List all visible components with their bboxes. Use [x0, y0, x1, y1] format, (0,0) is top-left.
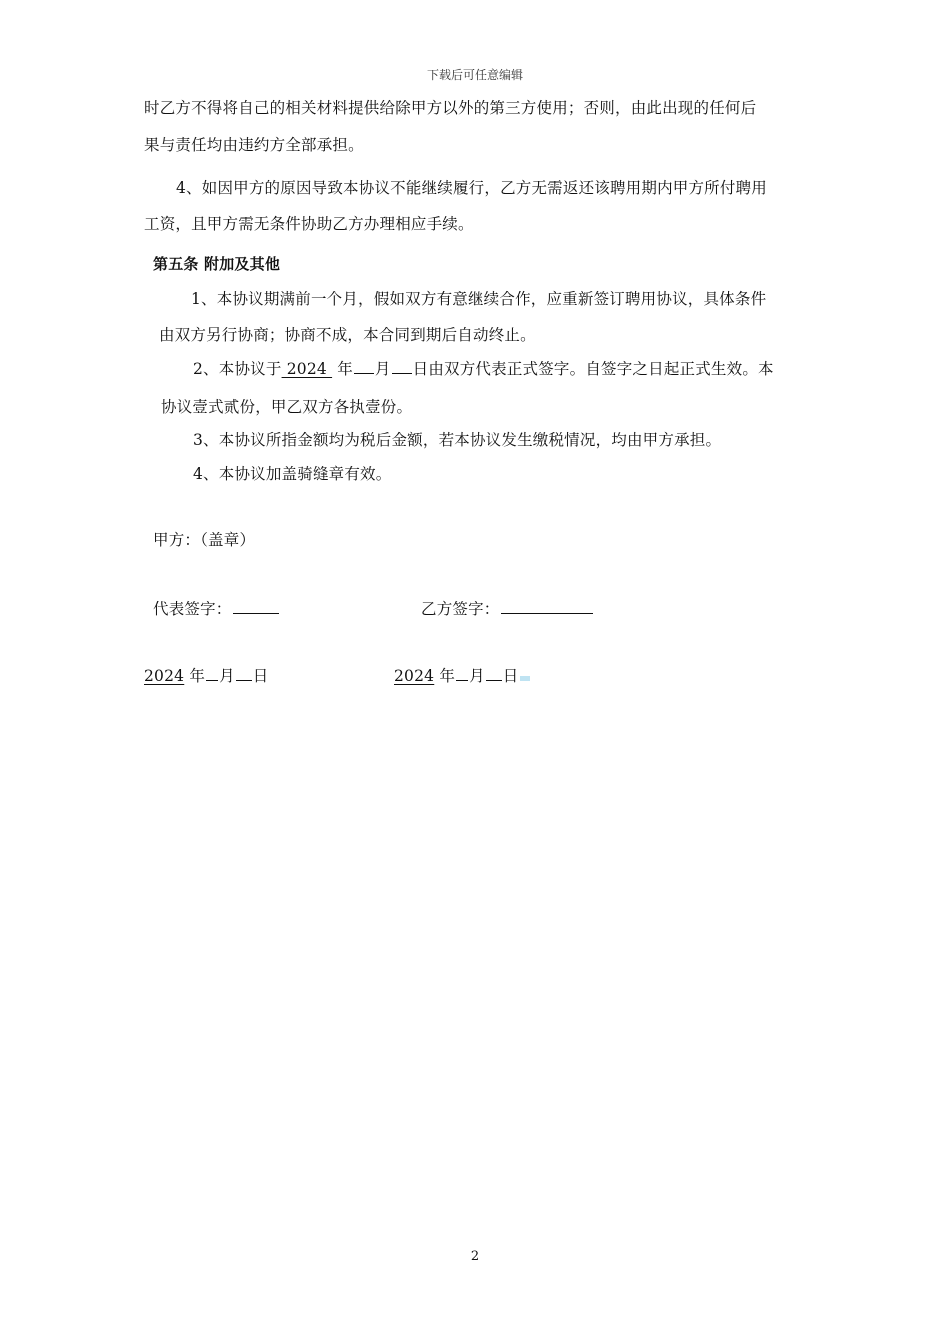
section-item-line: 由双方另行协商；协商不成，本合同到期后自动终止。	[159, 326, 536, 344]
paragraph-line: 时乙方不得将自己的相关材料提供给除甲方以外的第三方使用；否则，由此出现的任何后	[144, 99, 757, 117]
page-header: 下载后可任意编辑	[426, 68, 523, 82]
page-number: 2	[470, 1249, 480, 1264]
date-right-year: 2024	[394, 667, 435, 685]
day-unit: 日	[252, 667, 269, 685]
day-blank	[392, 372, 412, 374]
section-item-line: 3、本协议所指金额均为税后金额，若本协议发生缴税情况，均由甲方承担。	[193, 431, 722, 449]
day-blank	[486, 679, 502, 681]
month-unit: 月	[219, 667, 235, 685]
month-blank	[456, 679, 468, 681]
rep-sign-label: 代表签字：	[153, 600, 232, 618]
year-unit: 年	[189, 667, 206, 685]
rep-signature-field	[153, 597, 280, 619]
item2-year-unit: 年	[337, 360, 353, 378]
section-item-line: 4、本协议加盖骑缝章有效。	[193, 465, 392, 483]
date-right	[394, 664, 530, 686]
year-unit: 年	[439, 667, 456, 685]
date-left-year: 2024	[144, 667, 185, 685]
item2-suffix: 日由双方代表正式签字。自签字之日起正式生效。本	[412, 360, 774, 378]
section-title: 第五条 附加及其他	[153, 255, 281, 273]
paragraph-line: 工资，且甲方需无条件协助乙方办理相应手续。	[144, 215, 474, 233]
paragraph-line: 果与责任均由违约方全部承担。	[144, 136, 364, 154]
section-item-line: 协议壹式贰份，甲乙双方各执壹份。	[161, 398, 413, 416]
date-left	[144, 664, 269, 686]
text-cursor-marker	[520, 676, 530, 681]
party-b-signature-field	[421, 597, 594, 619]
month-blank	[206, 679, 218, 681]
section-item-line: 1、本协议期满前一个月，假如双方有意继续合作，应重新签订聘用协议，具体条件	[191, 290, 767, 308]
paragraph-line: 4、如因甲方的原因导致本协议不能继续履行，乙方无需返还该聘用期内甲方所付聘用	[176, 179, 767, 197]
item2-prefix: 2、本协议于	[193, 360, 282, 378]
rep-sign-blank	[233, 612, 279, 614]
month-blank	[354, 372, 374, 374]
party-b-sign-label: 乙方签字：	[421, 600, 500, 618]
month-unit: 月	[469, 667, 485, 685]
day-unit: 日	[502, 667, 519, 685]
item2-month-unit: 月	[374, 360, 391, 378]
party-b-sign-blank	[501, 612, 593, 614]
section-item-line	[193, 357, 774, 379]
party-a-seal-label: 甲方：（盖章）	[153, 531, 256, 549]
day-blank	[236, 679, 252, 681]
item2-year: 2024	[281, 360, 333, 378]
